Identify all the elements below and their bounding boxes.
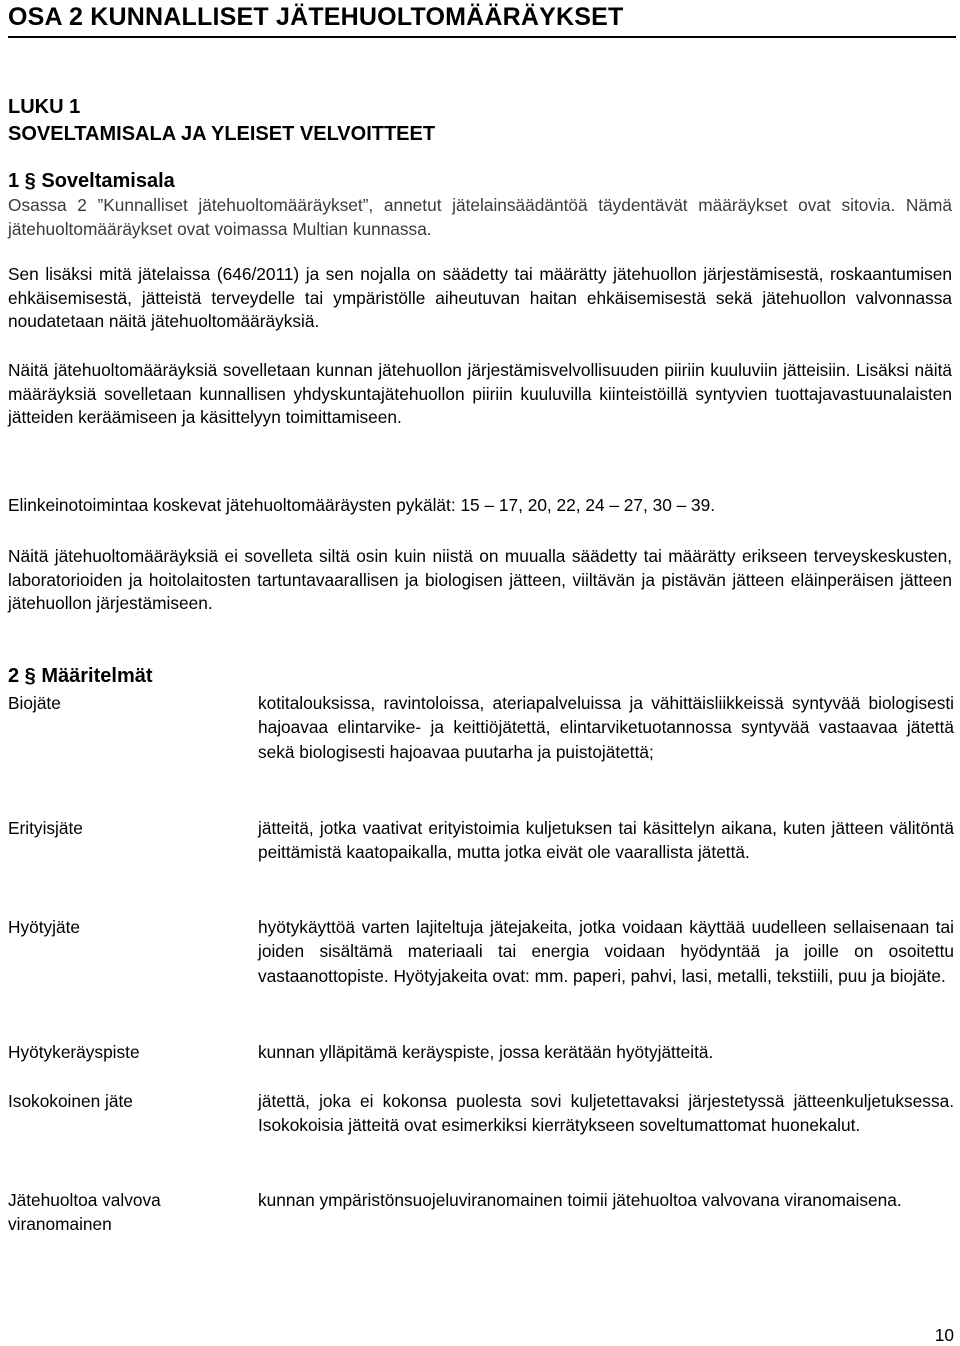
section-1-title: 1 § Soveltamisala xyxy=(8,170,175,192)
section-1-paragraph-3: Näitä jätehuoltomääräyksiä sovelletaan kunnan jätehuollon järjestämisvelvollisuuden piiriin kuuluviin jätteisiin. Lisäksi näitä määräyksiä sovelletaan kunnallisen yhdyskuntajätehuollon piiriin kuuluvilla kiinteistöillä syntyvien tuottajavastuunalaisten jätteiden keräämiseen ja käsittelyyn toimittamiseen. xyxy=(8,360,952,428)
definition-text: jätteitä, jotka vaativat erityistoimia kuljetuksen tai käsittelyn aikana, kuten jätteen välitöntä peittämistä kaatopaikalla, mutta jotka eivät ole vaarallista jätettä. xyxy=(258,818,954,863)
definition-text: kotitalouksissa, ravintoloissa, ateriapalveluissa ja vähittäisliikkeissä syntyvää biologisesti hajoavaa elintarvike- ja keittiöjätettä, elintarviketuotannossa syntyvää vastaavaa jätettä sekä biologisesti hajoavaa puutarha ja puistojätettä; xyxy=(258,693,954,762)
chapter-heading xyxy=(8,94,435,148)
section-1-paragraph-1: Osassa 2 ”Kunnalliset jätehuoltomääräykset”, annetut jätelainsäädäntöä täydentävät määräykset ovat sitovia. Nämä jätehuoltomääräykset ovat voimassa Multian kunnassa. xyxy=(8,195,952,239)
definition-text: jätettä, joka ei kokonsa puolesta sovi kuljetettavaksi järjestetyssä jätteenkuljetuksessa. Isokokoisia jätteitä ovat esimerkiksi kierrätykseen soveltumattomat huonekalut. xyxy=(258,1091,954,1136)
section-2-title: 2 § Määritelmät xyxy=(8,665,153,687)
definition-term: Isokokoinen jäte xyxy=(8,1091,133,1111)
section-1-paragraph-5: Näitä jätehuoltomääräyksiä ei sovelleta siltä osin kuin niistä on muualla säädetty tai määrätty erikseen terveyskeskusten, laboratorioiden ja hoitolaitosten tartuntavaarallisen ja biologisen jätteen, viiltävän ja pistävän jätteen eläinperäisen jätteen jätehuollon järjestämiseen. xyxy=(8,546,952,614)
definition-text: hyötykäyttöä varten lajiteltuja jätejakeita, jotka voidaan käyttää uudelleen sellaisenaan tai joiden sisältämä materiaali tai energia voidaan hyödyntää ja joille on osoitettu vastaanottopiste. Hyötyjakeita ovat: mm. paperi, pahvi, lasi, metalli, tekstiili, puu ja biojäte. xyxy=(258,917,954,986)
main-heading: OSA 2 KUNNALLISET JÄTEHUOLTOMÄÄRÄYKSET xyxy=(8,2,956,38)
section-1-paragraph-4: Elinkeinotoimintaa koskevat jätehuoltomääräysten pykälät: 15 – 17, 20, 22, 24 – 27, 30 – 39. xyxy=(8,495,716,515)
definition-term: Hyötykeräyspiste xyxy=(8,1042,140,1062)
definition-text: kunnan ympäristönsuojeluviranomainen toimii jätehuoltoa valvovana viranomaisena. xyxy=(258,1190,902,1210)
definition-term: Hyötyjäte xyxy=(8,917,81,937)
chapter-number: LUKU 1 xyxy=(8,96,81,118)
definition-term: Erityisjäte xyxy=(8,818,83,838)
definition-text: kunnan ylläpitämä keräyspiste, jossa kerätään hyötyjätteitä. xyxy=(258,1042,714,1062)
definition-term: Jätehuoltoa valvova viranomainen xyxy=(8,1190,161,1234)
definition-term: Biojäte xyxy=(8,693,61,713)
chapter-title: SOVELTAMISALA JA YLEISET VELVOITTEET xyxy=(8,123,436,145)
section-1-paragraph-2: Sen lisäksi mitä jätelaissa (646/2011) ja sen nojalla on säädetty tai määrätty jätehuollon järjestämisestä, roskaantumisen ehkäisemisestä, jätteistä terveydelle tai ympäristölle aiheutuvan haitan ehkäisemisestä sekä jätehuollon valvonnassa noudatetaan näitä jätehuoltomääräyksiä. xyxy=(8,264,952,332)
page-number: 10 xyxy=(934,1325,954,1345)
